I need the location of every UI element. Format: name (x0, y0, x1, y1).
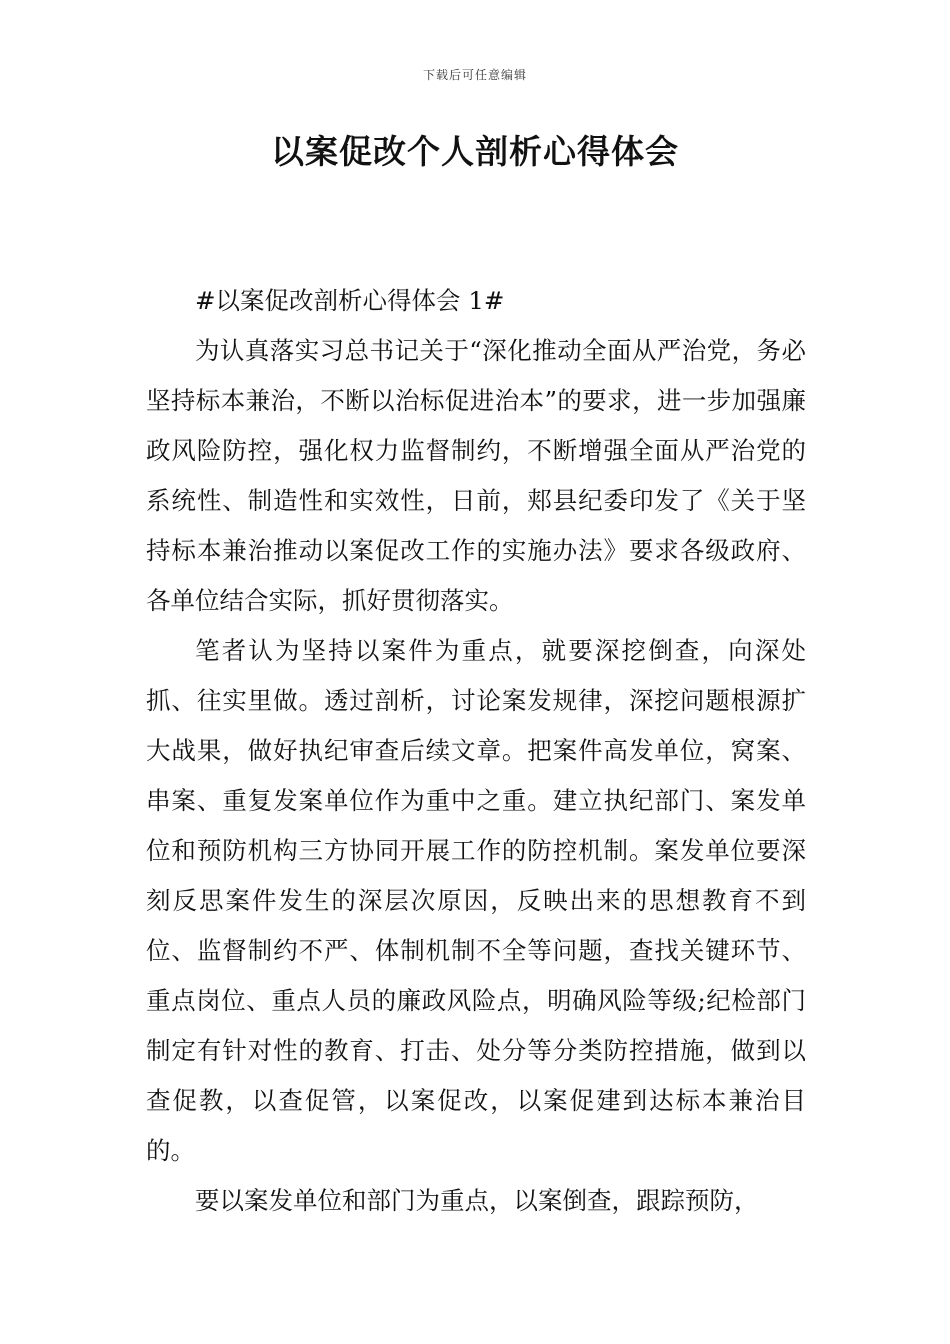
section-heading: #以案促改剖析心得体会 1# (195, 286, 505, 315)
paragraph-1: 为认真落实习总书记关于“深化推动全面从严治党，务必坚持标本兼治，不断以治标促进治本”的要求，进一步加强廉政风险防控，强化权力监督制约，不断增强全面从严治党的系统性、制造性和实效性，日前，郏县纪委印发了《关于坚持标本兼治推动以案促改工作的实施办法》要求各级政府、各单位结合实际，抓好贯彻落实。 (146, 336, 806, 615)
header-note: 下载后可任意编辑 (422, 68, 527, 82)
paragraph-2: 笔者认为坚持以案件为重点，就要深挖倒查，向深处抓、往实里做。透过剖析，讨论案发规律，深挖问题根源扩大战果，做好执纪审查后续文章。把案件高发单位，窝案、串案、重复发案单位作为重中之重。建立执纪部门、案发单位和预防机构三方协同开展工作的防控机制。案发单位要深刻反思案件发生的深层次原因，反映出来的思想教育不到位、监督制约不严、体制机制不全等问题，查找关键环节、重点岗位、重点人员的廉政风险点，明确风险等级;纪检部门制定有针对性的教育、打击、处分等分类防控措施，做到以查促教，以查促管，以案促改，以案促建到达标本兼治目的。 (146, 636, 806, 1165)
document-title: 以案促改个人剖析心得体会 (271, 132, 679, 171)
paragraph-3: 要以案发单位和部门为重点，以案倒查，跟踪预防， (195, 1186, 759, 1215)
document-body (146, 276, 806, 1226)
